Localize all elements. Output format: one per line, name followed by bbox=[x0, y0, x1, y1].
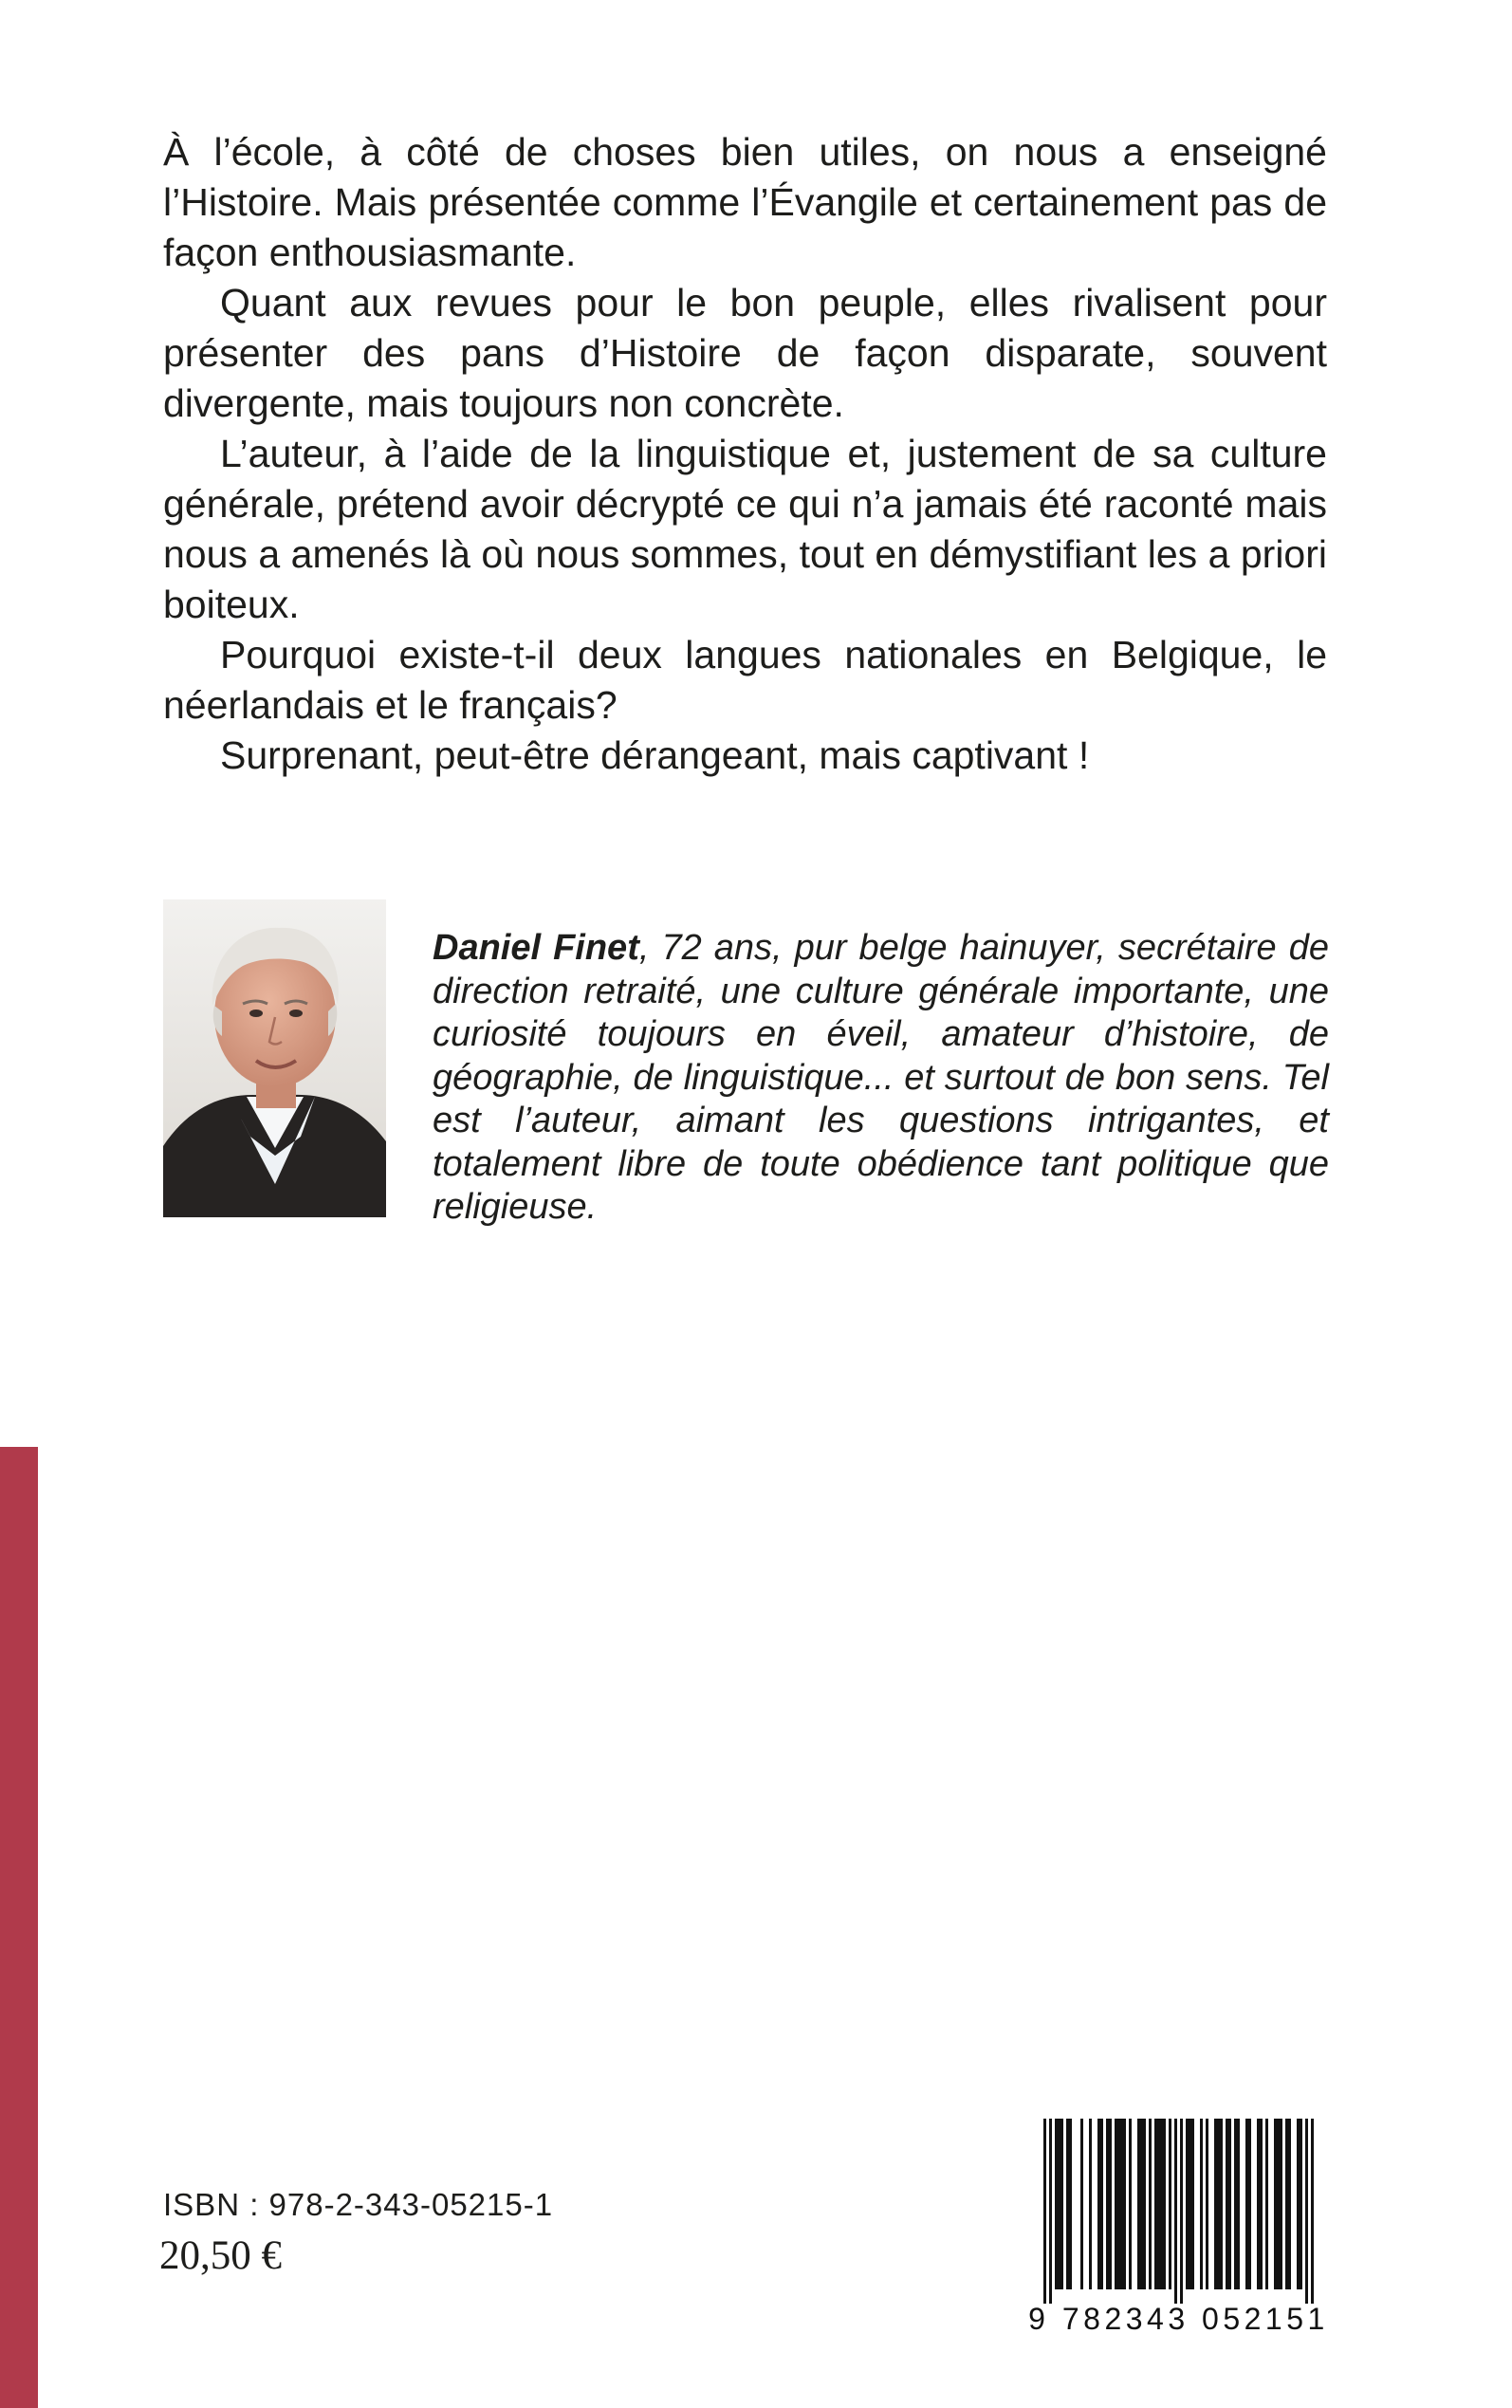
barcode-bar bbox=[1248, 2119, 1251, 2289]
ean13-barcode-icon bbox=[1028, 2119, 1329, 2304]
isbn-label: ISBN : 978-2-343-05215-1 bbox=[163, 2187, 554, 2222]
barcode-bar bbox=[1069, 2119, 1072, 2289]
barcode-bar bbox=[1157, 2119, 1160, 2289]
barcode-bar bbox=[1220, 2119, 1223, 2289]
spine-color-band bbox=[0, 1447, 38, 2408]
barcode-digits: 9 782343 052151 bbox=[1028, 2302, 1329, 2336]
barcode-bar bbox=[1245, 2119, 1248, 2289]
author-photo bbox=[163, 899, 386, 1217]
barcode-bar bbox=[1163, 2119, 1166, 2289]
barcode-bar bbox=[1049, 2119, 1052, 2304]
barcode-bar bbox=[1288, 2119, 1291, 2289]
barcode-bar bbox=[1189, 2119, 1191, 2289]
barcode-bar bbox=[1149, 2119, 1152, 2289]
barcode-bar bbox=[1154, 2119, 1157, 2289]
barcode-bar bbox=[1123, 2119, 1126, 2289]
barcode-bar bbox=[1311, 2119, 1314, 2304]
barcode-bar bbox=[1174, 2119, 1177, 2304]
blurb-paragraph-1: À l’école, à côté de choses bien utiles, on nous a enseigné l’Histoire. Mais présentée comme l’Évangile et certainement pas de façon enthousiasmante. bbox=[163, 130, 1327, 274]
barcode-bar bbox=[1137, 2119, 1140, 2289]
barcode-bar bbox=[1234, 2119, 1237, 2289]
barcode-bar bbox=[1140, 2119, 1143, 2289]
author-bio bbox=[433, 927, 1329, 1230]
author-portrait-icon bbox=[163, 899, 386, 1217]
barcode-bar bbox=[1115, 2119, 1117, 2289]
barcode-bar bbox=[1228, 2119, 1231, 2289]
barcode-bar bbox=[1226, 2119, 1228, 2289]
barcode-bar bbox=[1277, 2119, 1280, 2289]
barcode-bar bbox=[1257, 2119, 1260, 2289]
barcode-bar bbox=[1214, 2119, 1217, 2289]
barcode-bar bbox=[1043, 2119, 1046, 2304]
barcode-bar bbox=[1143, 2119, 1146, 2289]
blurb-paragraph-3: L’auteur, à l’aide de la linguistique et, justement de sa culture générale, prétend avoir décrypté ce qui n’a jamais été raconté mais nous a amenés là où nous sommes, tout en démystifiant les a priori boiteux. bbox=[163, 432, 1327, 626]
barcode-bar bbox=[1206, 2119, 1208, 2289]
barcode-bar bbox=[1265, 2119, 1268, 2289]
barcode-bar bbox=[1106, 2119, 1109, 2289]
barcode-bar bbox=[1060, 2119, 1063, 2289]
barcode-bar bbox=[1285, 2119, 1288, 2289]
author-name: Daniel Finet bbox=[433, 928, 639, 968]
barcode-bar bbox=[1109, 2119, 1112, 2289]
barcode-bar bbox=[1260, 2119, 1263, 2289]
barcode-bar bbox=[1120, 2119, 1123, 2289]
back-cover-blurb bbox=[163, 127, 1327, 781]
barcode-bar bbox=[1300, 2119, 1302, 2289]
barcode-bar bbox=[1280, 2119, 1282, 2289]
barcode bbox=[1028, 2119, 1329, 2342]
barcode-bar bbox=[1089, 2119, 1092, 2289]
barcode-bar bbox=[1191, 2119, 1194, 2289]
barcode-bar bbox=[1129, 2119, 1132, 2289]
barcode-bar bbox=[1237, 2119, 1240, 2289]
barcode-bar bbox=[1117, 2119, 1120, 2289]
blurb-paragraph-4: Pourquoi existe-t-il deux langues nationales en Belgique, le néerlandais et le français? bbox=[163, 633, 1327, 727]
barcode-bar bbox=[1055, 2119, 1058, 2289]
barcode-bar bbox=[1058, 2119, 1060, 2289]
blurb-paragraph-5: Surprenant, peut-être dérangeant, mais captivant ! bbox=[220, 733, 1090, 777]
barcode-bar bbox=[1080, 2119, 1083, 2289]
barcode-bar bbox=[1097, 2119, 1100, 2289]
barcode-bar bbox=[1305, 2119, 1308, 2304]
barcode-bar bbox=[1217, 2119, 1220, 2289]
barcode-bar bbox=[1169, 2119, 1171, 2289]
barcode-bar bbox=[1100, 2119, 1103, 2289]
author-bio-text: , 72 ans, pur belge hainuyer, secrétaire de direction retraité, une culture générale importante, une curiosité toujours en éveil, amateur d’histoire, de géographie, de linguistique... et surtout de bon sens. Tel est l’auteur, aimant les questions intrigantes, et totalement libre de toute obédience tant politique que religieuse. bbox=[433, 928, 1329, 1227]
barcode-bar bbox=[1160, 2119, 1163, 2289]
barcode-bar bbox=[1180, 2119, 1183, 2304]
barcode-bar bbox=[1274, 2119, 1277, 2289]
barcode-bar bbox=[1200, 2119, 1203, 2289]
barcode-bar bbox=[1186, 2119, 1189, 2289]
price-label: 20,50 € bbox=[159, 2233, 282, 2278]
barcode-bar bbox=[1297, 2119, 1300, 2289]
barcode-bar bbox=[1066, 2119, 1069, 2289]
blurb-paragraph-2: Quant aux revues pour le bon peuple, elles rivalisent pour présenter des pans d’Histoire de façon disparate, souvent divergente, mais toujours non concrète. bbox=[163, 281, 1327, 425]
